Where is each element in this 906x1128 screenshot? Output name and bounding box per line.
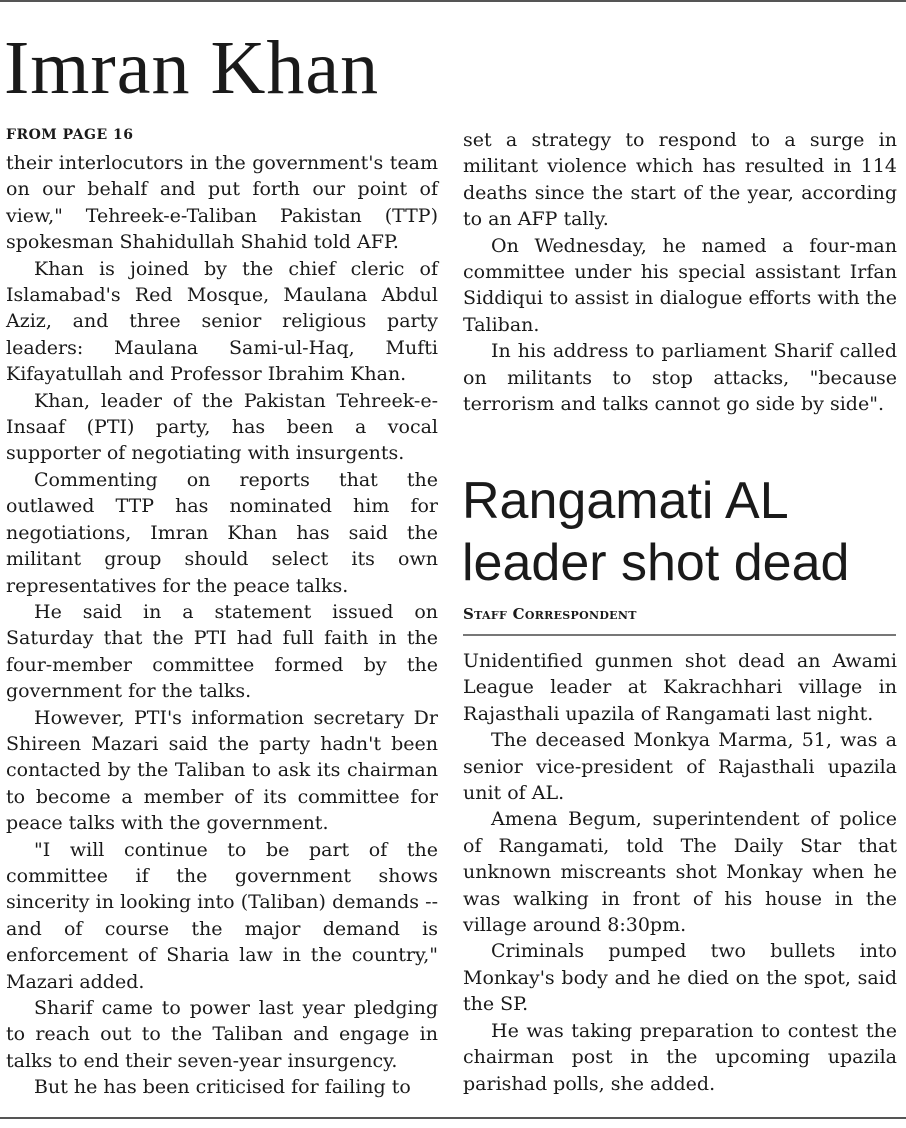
paragraph: In his address to parliament Sharif called on militants to stop attacks, "because terrorism and talks cannot go side by side".: [463, 340, 897, 416]
paragraph: Sharif came to power last year pledging to reach out to the Taliban and engage in talks to end their seven-year insurgency.: [6, 997, 438, 1072]
paragraph: He said in a statement issued on Saturday that the PTI had full faith in the four-member committee formed by the government for the talks.: [6, 600, 438, 703]
paragraph: However, PTI's information secretary Dr Shireen Mazari said the party hadn't been contacted by the Taliban to ask its chairman to become a member of its committee for peace talks with the government.: [6, 706, 438, 835]
paragraph: Khan is joined by the chief cleric of Islamabad's Red Mosque, Maulana Abdul Aziz, and three senior religious party leaders: Maulana Sami-ul-Haq, Mufti Kifayatullah and Professor Ibrahim Khan.: [6, 257, 438, 386]
paragraph: But he has been criticised for failing to: [34, 1076, 411, 1099]
byline: Staff Correspondent: [463, 605, 637, 623]
story1-right-column: [463, 127, 897, 417]
paragraph: set a strategy to respond to a surge in militant violence which has resulted in 114 deaths since the start of the year, according to an AFP tally.: [463, 129, 897, 231]
byline-rule: [463, 634, 896, 636]
paragraph: He was taking preparation to contest the chairman post in the upcoming upazila parishad polls, she added.: [463, 1019, 897, 1095]
paragraph: Unidentified gunmen shot dead an Awami League leader at Kakrachhari village in Rajasthali upazila of Rangamati last night.: [463, 650, 897, 725]
paragraph: "I will continue to be part of the committee if the government shows sincerity in looking into (Taliban) demands -- and of course the major demand is enforcement of Sharia law in the country," Mazari added.: [6, 838, 438, 993]
bottom-rule: [0, 1117, 906, 1119]
story2-column: [463, 648, 897, 1097]
story1-left-column: [6, 150, 438, 1101]
paragraph: The deceased Monkya Marma, 51, was a senior vice-president of Rajasthali upazila unit of AL.: [463, 729, 897, 805]
paragraph: On Wednesday, he named a four-man committee under his special assistant Irfan Siddiqui to assist in dialogue efforts with the Taliban.: [463, 234, 897, 336]
paragraph: Criminals pumped two bullets into Monkay's body and he died on the spot, said the SP.: [463, 940, 897, 1016]
paragraph: Amena Begum, superintendent of police of Rangamati, told The Daily Star that unknown miscreants shot Monkay when he was walking in front of his house in the village around 8:30pm.: [463, 808, 897, 937]
paragraph: Khan, leader of the Pakistan Tehreek-e-Insaaf (PTI) party, has been a vocal supporter of negotiating with insurgents.: [6, 389, 438, 465]
paragraph: Commenting on reports that the outlawed TTP has nominated him for negotiations, Imran Khan has said the militant group should select its own representatives for the peace talks.: [6, 468, 438, 597]
jump-label: FROM PAGE 16: [6, 127, 134, 143]
headline-imran-khan: Imran Khan: [4, 26, 380, 110]
paragraph: their interlocutors in the government's team on our behalf and put forth our point of view," Tehreek-e-Taliban Pakistan (TTP) spokesman Shahidullah Shahid told AFP.: [6, 152, 438, 254]
top-rule: [0, 0, 906, 2]
headline-rangamati: Rangamati AL leader shot dead: [462, 472, 850, 592]
